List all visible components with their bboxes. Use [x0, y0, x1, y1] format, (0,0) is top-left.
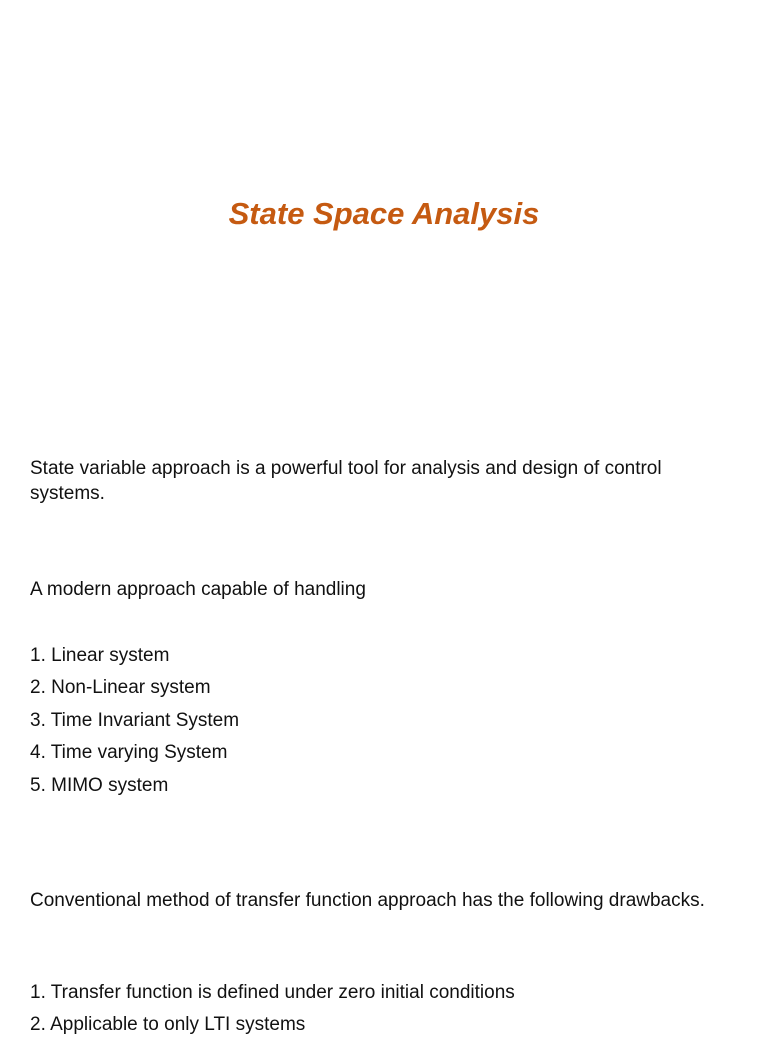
- page-title: State Space Analysis: [228, 196, 540, 231]
- modern-approach-paragraph: A modern approach capable of handling: [30, 579, 366, 600]
- conventional-method-paragraph: Conventional method of transfer function approach has the following drawbacks.: [30, 890, 705, 911]
- intro-paragraph: State variable approach is a powerful tool for analysis and design of control systems.: [30, 458, 662, 504]
- capabilities-list: [30, 640, 740, 802]
- list-item: 3. Time Invariant System: [30, 709, 240, 731]
- list-item: 2. Non-Linear system: [30, 677, 211, 699]
- list-item: 4. Time varying System: [30, 742, 228, 764]
- list-item: 1. Linear system: [30, 645, 170, 666]
- list-item: 2. Applicable to only LTI systems: [30, 1014, 306, 1036]
- drawbacks-list: [30, 977, 740, 1042]
- list-item: 5. MIMO system: [30, 774, 169, 796]
- list-item: 1. Transfer function is defined under zero initial conditions: [30, 982, 515, 1003]
